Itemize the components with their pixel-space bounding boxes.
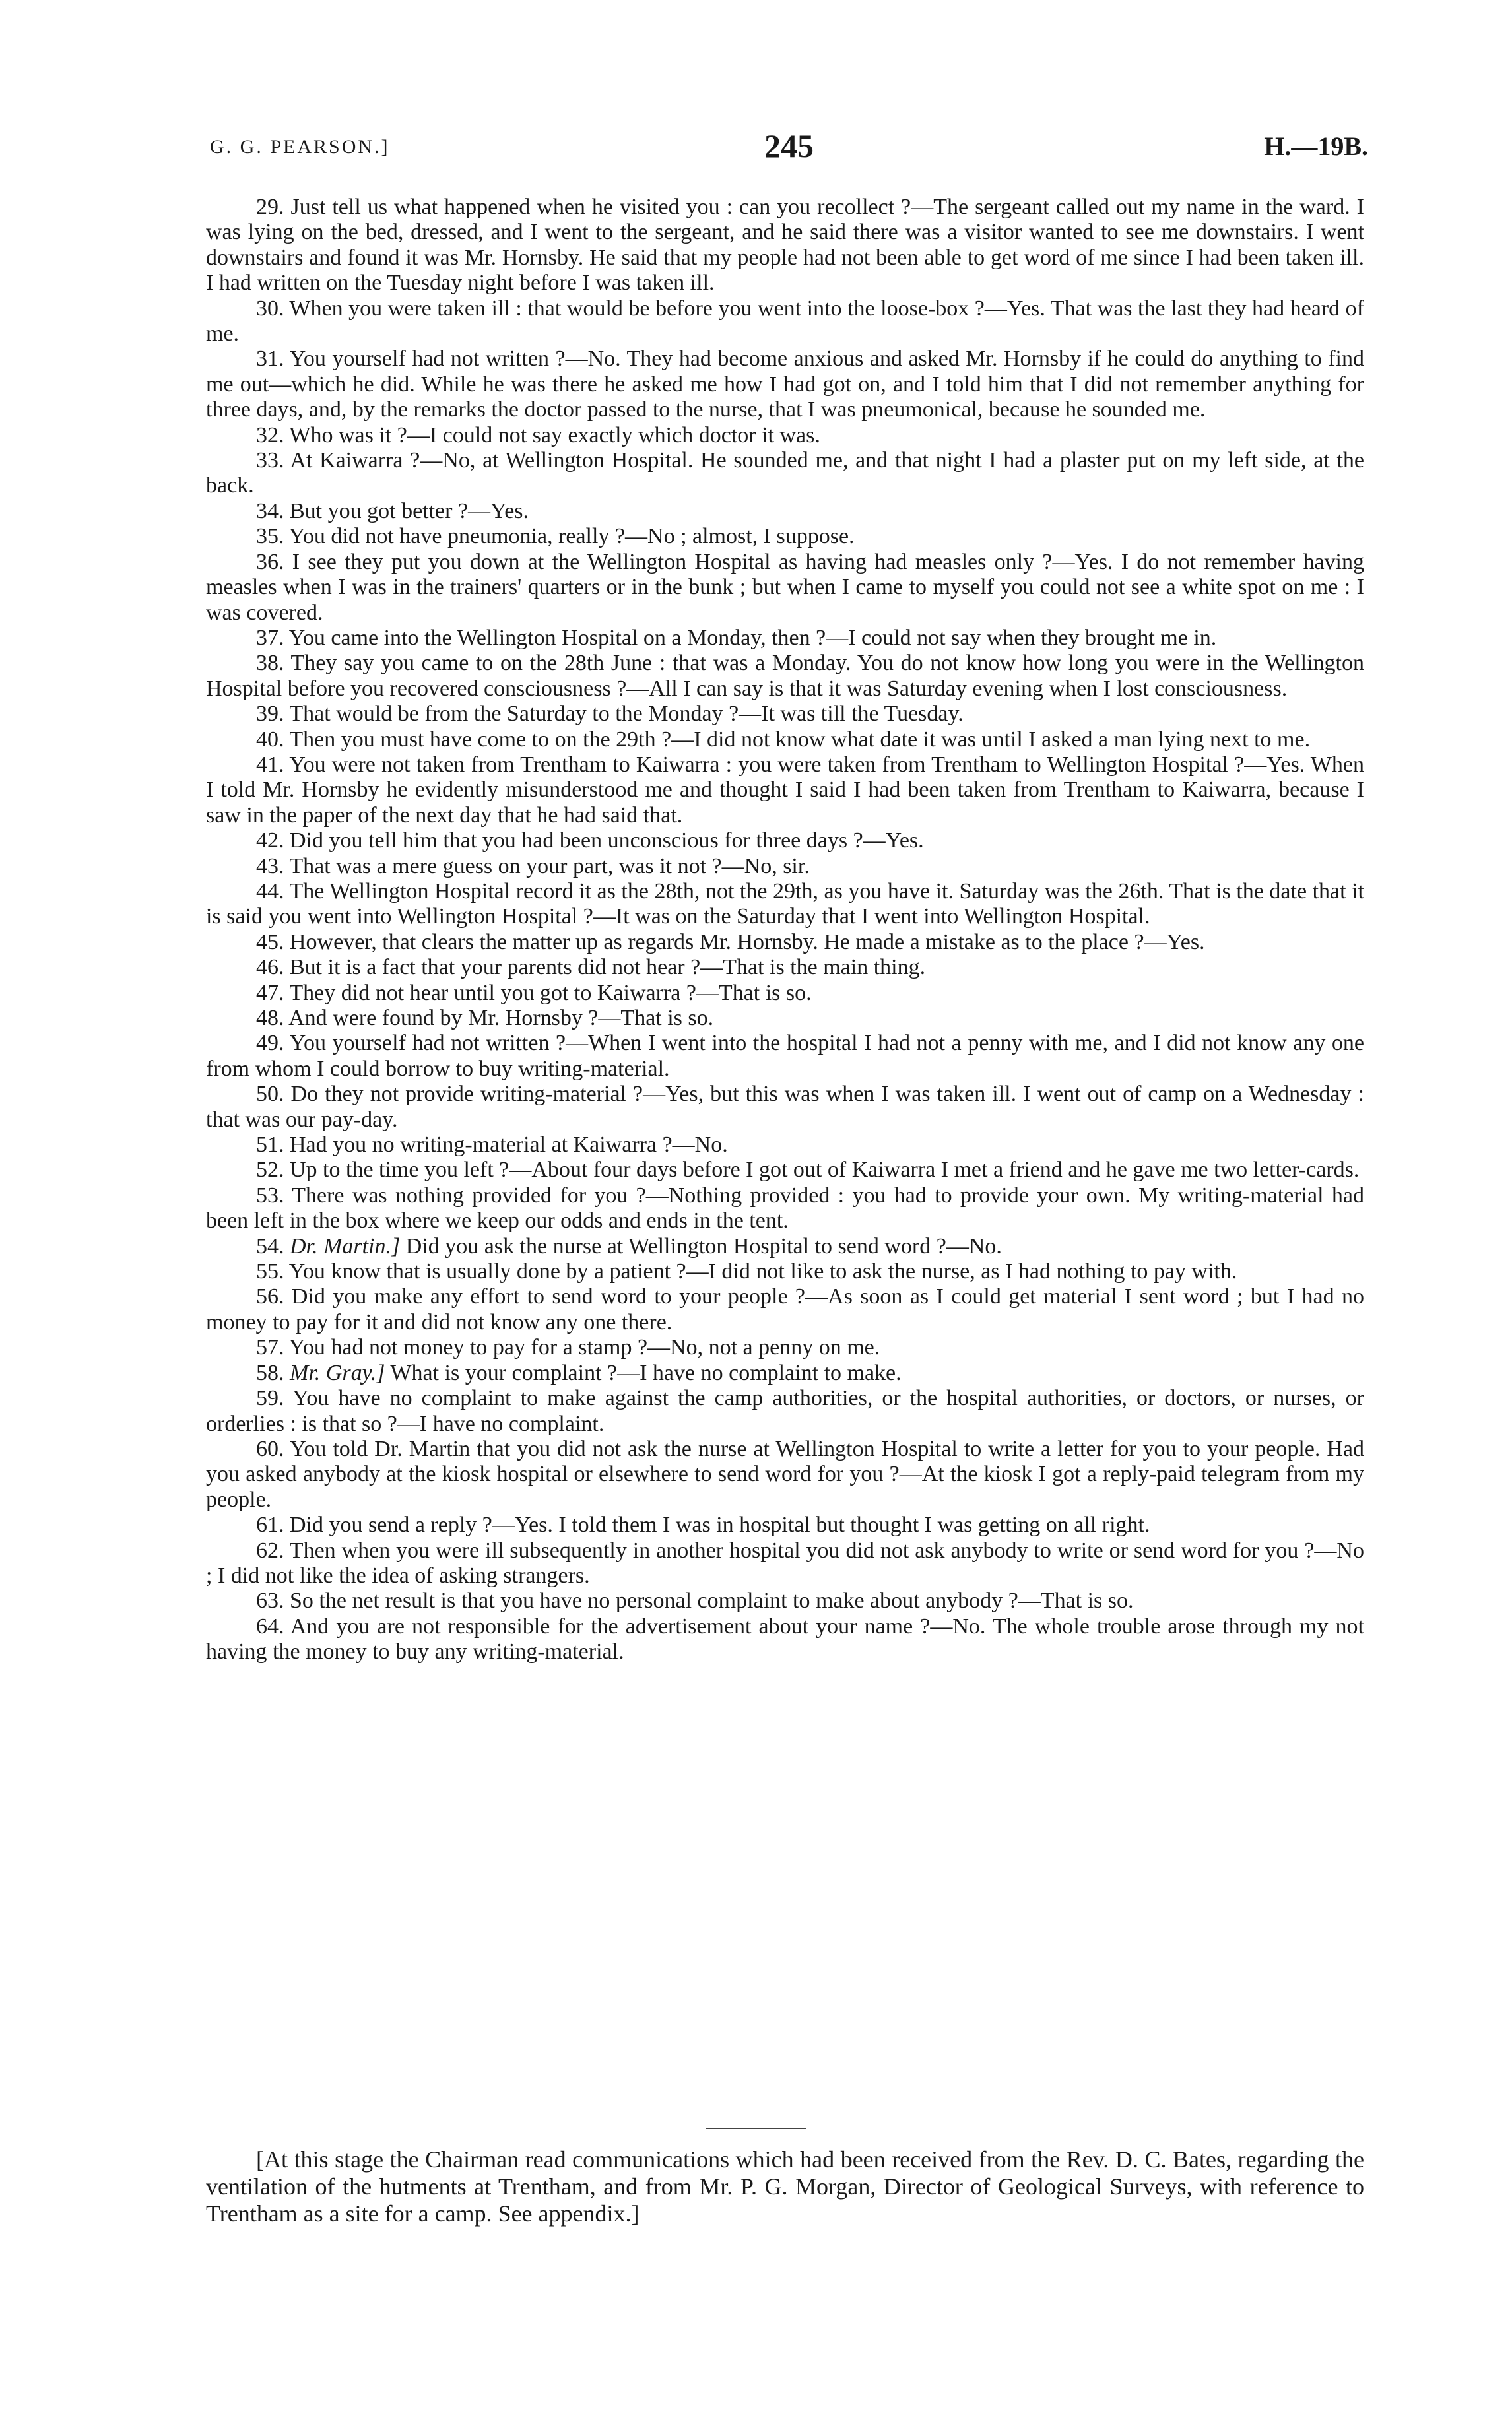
paragraph-63: 63. So the net result is that you have no personal complaint to make about anybody ?—That is so. — [256, 1589, 1134, 1614]
paragraph-46: 46. But it is a fact that your parents did not hear ?—That is the main thing. — [256, 955, 926, 980]
paragraph-61: 61. Did you send a reply ?—Yes. I told them I was in hospital but thought I was getting on all right. — [256, 1513, 1150, 1538]
paragraph-41: 41. You were not taken from Trentham to Kaiwarra : you were taken from Trentham to Wellington Hospital ?—Yes. When I told Mr. Hornsby he evidently misunderstood me and thought I said I had been taken from Trentham to Kaiwarra, because I saw in the paper of the next day that he had said that. — [206, 752, 1364, 828]
paragraph-33: 33. At Kaiwarra ?—No, at Wellington Hospital. He sounded me, and that night I had a plaster put on my left side, at the back. — [206, 448, 1364, 498]
paragraph-34: 34. But you got better ?—Yes. — [256, 498, 529, 523]
chairman-note — [206, 2146, 1364, 2227]
closing-note: [At this stage the Chairman read communications which had been received from the Rev. D. C. Bates, regarding the ventilation of the hutments at Trentham, and from Mr. P. G. Morgan, Director of Geological Surveys, with reference to Trentham as a site for a camp. See appendix.] — [206, 2146, 1364, 2227]
paragraph-60: 60. You told Dr. Martin that you did not ask the nurse at Wellington Hospital to write a letter for you to your people. Had you asked anybody at the kiosk hospital or elsewhere to send word for you ?—At the kiosk I got a reply-paid telegram from my people. — [206, 1436, 1364, 1512]
testimony-body — [206, 195, 1364, 1665]
paragraph-45: 45. However, that clears the matter up as regards Mr. Hornsby. He made a mistake as to the place ?—Yes. — [256, 929, 1205, 954]
paragraph-text: Did you ask the nurse at Wellington Hospital to send word ?—No. — [405, 1233, 1002, 1259]
paragraph-58 — [206, 1361, 1364, 1386]
paragraph-53: 53. There was nothing provided for you ?—Nothing provided : you had to provide your own. My writing-material had been left in the box where we keep our odds and ends in the tent. — [206, 1183, 1364, 1233]
paragraph-48: 48. And were found by Mr. Hornsby ?—That is so. — [256, 1006, 714, 1030]
paragraph-32: 32. Who was it ?—I could not say exactly which doctor it was. — [256, 422, 820, 447]
question-number: 54. — [256, 1233, 284, 1259]
page-header — [210, 127, 1368, 173]
question-number: 58. — [256, 1360, 284, 1385]
paragraph-47: 47. They did not hear until you got to Kaiwarra ?—That is so. — [256, 980, 812, 1005]
paragraph-37: 37. You came into the Wellington Hospital on a Monday, then ?—I could not say when they brought me in. — [256, 625, 1217, 650]
paragraph-57: 57. You had not money to pay for a stamp ?—No, not a penny on me. — [256, 1335, 880, 1360]
paragraph-59: 59. You have no complaint to make against the camp authorities, or the hospital authorities, or doctors, or nurses, or orderlies : is that so ?—I have no complaint. — [206, 1386, 1364, 1436]
paragraph-52: 52. Up to the time you left ?—About four days before I got out of Kaiwarra I met a friend and he gave me two letter-cards. — [256, 1158, 1360, 1183]
paragraph-40: 40. Then you must have come to on the 29th ?—I did not know what date it was until I asked a man lying next to me. — [256, 727, 1311, 752]
paragraph-44: 44. The Wellington Hospital record it as the 28th, not the 29th, as you have it. Saturday was the 26th. That is the date that it is said you went into Wellington Hospital ?—It was on the Saturday that I went into Wellington Hospital. — [206, 878, 1364, 929]
paragraph-49: 49. You yourself had not written ?—When I went into the hospital I had not a penny with me, and I did not know any one from whom I could borrow to buy writing-material. — [206, 1031, 1364, 1081]
paragraph-64: 64. And you are not responsible for the advertisement about your name ?—No. The whole trouble arose through my not having the money to buy any writing-material. — [206, 1614, 1364, 1664]
paragraph-30: 30. When you were taken ill : that would be before you went into the loose-box ?—Yes. That was the last they had heard of me. — [206, 296, 1364, 346]
paragraph-54 — [206, 1234, 1364, 1259]
witness-name: G. G. PEARSON.] — [210, 136, 390, 158]
paper-reference: H.—19B. — [1264, 131, 1368, 161]
paragraph-39: 39. That would be from the Saturday to the Monday ?—It was till the Tuesday. — [256, 702, 964, 727]
paragraph-35: 35. You did not have pneumonia, really ?—No ; almost, I suppose. — [256, 524, 855, 549]
paragraph-42: 42. Did you tell him that you had been unconscious for three days ?—Yes. — [256, 828, 924, 853]
paragraph-29: 29. Just tell us what happened when he visited you : can you recollect ?—The sergeant called out my name in the ward. I was lying on the bed, dressed, and I went to the sergeant, and he said there was a visitor wanted to see me downstairs. I went downstairs and found it was Mr. Hornsby. He said that my people had not been able to get word of me since I had been taken ill. I had written on the Tuesday night before I was taken ill. — [206, 195, 1364, 296]
paragraph-51: 51. Had you no writing-material at Kaiwarra ?—No. — [256, 1133, 728, 1158]
paragraph-55: 55. You know that is usually done by a patient ?—I did not like to ask the nurse, as I had nothing to pay with. — [256, 1259, 1237, 1284]
paragraph-50: 50. Do they not provide writing-material ?—Yes, but this was when I was taken ill. I went out of camp on a Wednesday : that was our pay-day. — [206, 1082, 1364, 1132]
section-divider — [706, 2128, 806, 2129]
paragraph-43: 43. That was a mere guess on your part, was it not ?—No, sir. — [256, 853, 810, 878]
page-number: 245 — [764, 127, 814, 164]
speaker-label: Dr. Martin.] — [290, 1233, 401, 1259]
paragraph-56: 56. Did you make any effort to send word to your people ?—As soon as I could get material I sent word ; but I had no money to pay for it and did not know any one there. — [206, 1284, 1364, 1334]
speaker-label: Mr. Gray.] — [290, 1360, 385, 1385]
paragraph-38: 38. They say you came to on the 28th June : that was a Monday. You do not know how long you were in the Wellington Hospital before you recovered consciousness ?—All I can say is that it was Saturday evening when I lost consciousness. — [206, 651, 1364, 701]
paragraph-62: 62. Then when you were ill subsequently in another hospital you did not ask anybody to write or send word for you ?—No ; I did not like the idea of asking strangers. — [206, 1538, 1364, 1588]
paragraph-text: What is your complaint ?—I have no complaint to make. — [390, 1360, 902, 1385]
paragraph-36: 36. I see they put you down at the Wellington Hospital as having had measles only ?—Yes. I do not remember having measles when I was in the trainers' quarters or in the bunk ; but when I came to myself you could not see a white spot on me : I was covered. — [206, 549, 1364, 625]
paragraph-31: 31. You yourself had not written ?—No. They had become anxious and asked Mr. Hornsby if he could do anything to find me out—which he did. While he was there he asked me how I had got on, and I told him that I did not remember anything for three days, and, by the remarks the doctor passed to the nurse, that I was pneumonical, because he sounded me. — [206, 346, 1364, 422]
